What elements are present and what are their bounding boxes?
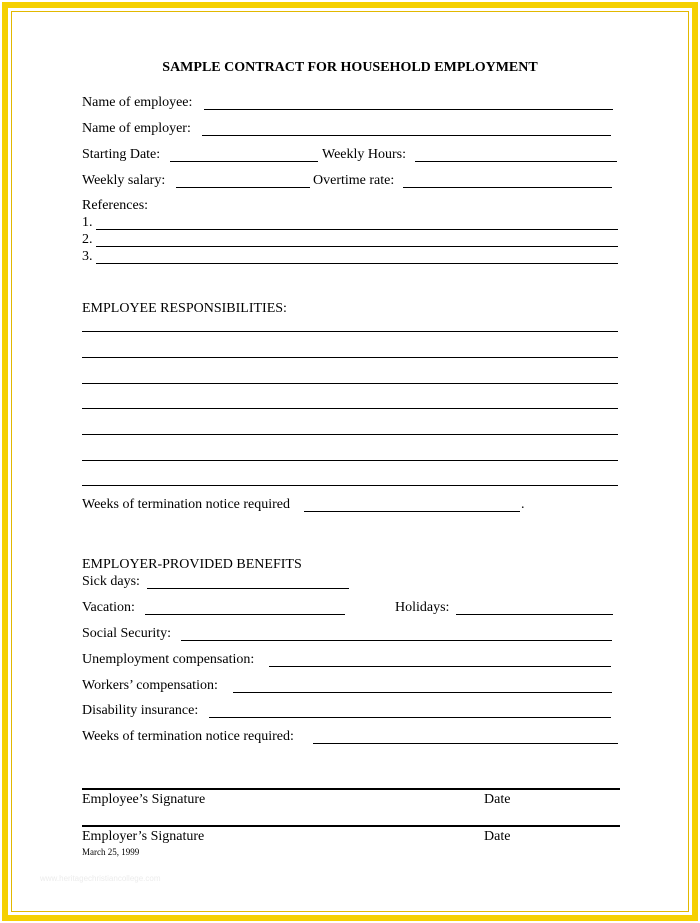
responsibilities-line-5[interactable]: [82, 434, 618, 435]
references-label: References:: [82, 198, 149, 213]
responsibilities-line-6[interactable]: [82, 460, 618, 461]
termination-notice-period: .: [521, 497, 525, 512]
employer-name-label: Name of employer:: [82, 121, 191, 136]
benefits-heading: EMPLOYER-PROVIDED BENEFITS: [82, 557, 302, 572]
employer-signature-label: Employer’s Signature: [82, 829, 205, 844]
starting-date-field[interactable]: [170, 161, 318, 162]
watermark-text: www.heritagechristiancollege.com: [40, 874, 161, 883]
vacation-field[interactable]: [145, 614, 345, 615]
reference-number-3: 3.: [82, 249, 93, 264]
employer-date-label: Date: [484, 829, 511, 844]
responsibilities-line-1[interactable]: [82, 331, 618, 332]
overtime-rate-label: Overtime rate:: [313, 173, 395, 188]
sick-days-label: Sick days:: [82, 574, 140, 589]
termination-notice-label: Weeks of termination notice required: [82, 497, 291, 512]
starting-date-label: Starting Date:: [82, 147, 161, 162]
responsibilities-heading: EMPLOYEE RESPONSIBILITIES:: [82, 301, 287, 316]
disability-label: Disability insurance:: [82, 703, 199, 718]
weekly-salary-label: Weekly salary:: [82, 173, 166, 188]
responsibilities-line-4[interactable]: [82, 408, 618, 409]
overtime-rate-field[interactable]: [403, 187, 612, 188]
workers-comp-label: Workers’ compensation:: [82, 678, 218, 693]
benefits-termination-label: Weeks of termination notice required:: [82, 729, 294, 744]
responsibilities-line-3[interactable]: [82, 383, 618, 384]
weekly-salary-field[interactable]: [176, 187, 310, 188]
unemployment-field[interactable]: [269, 666, 611, 667]
responsibilities-line-7[interactable]: [82, 485, 618, 486]
employee-signature-line[interactable]: [82, 788, 620, 790]
sick-days-field[interactable]: [147, 588, 349, 589]
unemployment-label: Unemployment compensation:: [82, 652, 255, 667]
document-title: SAMPLE CONTRACT FOR HOUSEHOLD EMPLOYMENT: [162, 60, 538, 75]
reference-number-1: 1.: [82, 215, 93, 230]
reference-field-3[interactable]: [96, 263, 618, 264]
social-security-field[interactable]: [181, 640, 612, 641]
holidays-field[interactable]: [456, 614, 613, 615]
employer-name-field[interactable]: [202, 135, 611, 136]
employee-date-label: Date: [484, 792, 511, 807]
disability-field[interactable]: [209, 717, 611, 718]
reference-field-1[interactable]: [96, 229, 618, 230]
employee-name-field[interactable]: [204, 109, 613, 110]
benefits-termination-field[interactable]: [313, 743, 618, 744]
employer-signature-line[interactable]: [82, 825, 620, 827]
employee-signature-label: Employee’s Signature: [82, 792, 206, 807]
employee-name-label: Name of employee:: [82, 95, 193, 110]
vacation-label: Vacation:: [82, 600, 135, 615]
social-security-label: Social Security:: [82, 626, 172, 641]
weekly-hours-label: Weekly Hours:: [322, 147, 407, 162]
reference-field-2[interactable]: [96, 246, 618, 247]
workers-comp-field[interactable]: [233, 692, 612, 693]
termination-notice-field[interactable]: [304, 511, 520, 512]
responsibilities-line-2[interactable]: [82, 357, 618, 358]
holidays-label: Holidays:: [395, 600, 450, 615]
weekly-hours-field[interactable]: [415, 161, 617, 162]
reference-number-2: 2.: [82, 232, 93, 247]
document-date: March 25, 1999: [82, 847, 140, 857]
